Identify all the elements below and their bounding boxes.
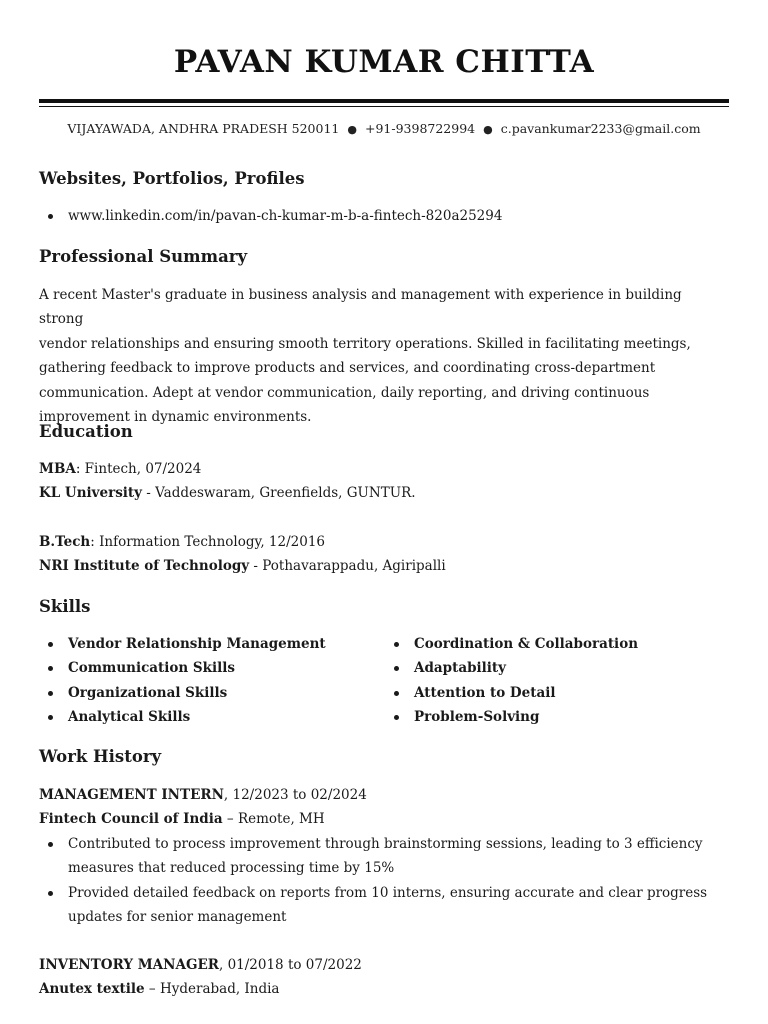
contact-location: VIJAYAWADA, ANDHRA PRADESH 520011	[67, 121, 340, 136]
contact-phone: +91-9398722994	[364, 121, 476, 136]
job-location: – Remote, MH	[222, 811, 325, 828]
header-rule-thin	[39, 106, 729, 107]
job-bullet-line: Provided detailed feedback on reports from 10 interns, ensuring accurate and clear progress	[68, 884, 708, 901]
education-school-line	[39, 554, 446, 578]
education-place: - Pothavarappadu, Agiripalli	[249, 558, 446, 575]
skill-item: Coordination & Collaboration	[385, 632, 638, 656]
job-company-line	[39, 977, 362, 1001]
contact-email[interactable]: c.pavankumar2233@gmail.com	[500, 121, 701, 136]
skill-item: Adaptability	[385, 656, 638, 680]
education-degree: MBA	[39, 461, 76, 477]
candidate-name: PAVAN KUMAR CHITTA	[173, 44, 595, 80]
job-dates: , 01/2018 to 07/2022	[218, 957, 362, 973]
education-degree: B.Tech	[39, 534, 91, 550]
job-location: – Hyderabad, India	[144, 981, 280, 998]
summary-line: improvement in dynamic environments.	[39, 409, 312, 426]
bullet-separator-icon: ●	[347, 123, 357, 136]
education-detail: : Fintech, 07/2024	[75, 461, 202, 477]
section-title-education: Education	[39, 422, 133, 441]
section-title-summary: Professional Summary	[39, 247, 248, 266]
job-bullet-list	[39, 832, 729, 930]
job-bullet-line: updates for senior management	[68, 909, 287, 926]
skill-item: Attention to Detail	[385, 681, 638, 705]
summary-line: communication. Adept at vendor communication, daily reporting, and driving continuous	[39, 384, 650, 401]
education-school: NRI Institute of Technology	[39, 558, 250, 575]
skill-item: Organizational Skills	[39, 681, 326, 705]
summary-line: gathering feedback to improve products and services, and coordinating cross-department	[39, 360, 656, 377]
job-bullet-line: Contributed to process improvement through brainstorming sessions, leading to 3 efficiency	[68, 836, 703, 852]
summary-line: A recent Master's graduate in business analysis and management with experience in building strong	[39, 287, 682, 328]
skills-list-right	[385, 632, 638, 730]
summary-paragraph	[39, 283, 729, 429]
job-entry	[39, 953, 362, 1002]
skill-item: Problem-Solving	[385, 705, 638, 729]
job-bullet	[39, 832, 729, 881]
job-role: INVENTORY MANAGER	[39, 957, 219, 973]
job-company: Anutex textile	[39, 981, 145, 998]
section-title-websites: Websites, Portfolios, Profiles	[39, 169, 305, 188]
job-role: MANAGEMENT INTERN	[39, 787, 224, 803]
job-bullet	[39, 881, 729, 930]
education-entry	[39, 457, 416, 506]
skill-item: Analytical Skills	[39, 705, 326, 729]
website-link[interactable]: www.linkedin.com/in/pavan-ch-kumar-m-b-a-fintech-820a25294	[39, 204, 502, 228]
job-bullet-line: measures that reduced processing time by 15%	[68, 860, 395, 877]
header-rule-thick	[39, 99, 729, 103]
education-place: - Vaddeswaram, Greenfields, GUNTUR.	[142, 485, 416, 502]
job-role-line	[39, 783, 367, 807]
job-dates: , 12/2023 to 02/2024	[223, 787, 367, 803]
education-school-line	[39, 481, 416, 505]
skill-item: Communication Skills	[39, 656, 326, 680]
job-company: Fintech Council of India	[39, 811, 223, 828]
websites-list	[39, 204, 502, 228]
section-title-work-history: Work History	[39, 747, 162, 766]
section-title-skills: Skills	[39, 597, 91, 616]
skills-list-left	[39, 632, 326, 730]
job-role-line	[39, 953, 362, 977]
education-entry	[39, 530, 446, 579]
education-degree-line	[39, 530, 446, 554]
skill-item: Vendor Relationship Management	[39, 632, 326, 656]
education-detail: : Information Technology, 12/2016	[90, 534, 325, 550]
education-school: KL University	[39, 485, 142, 502]
education-degree-line	[39, 457, 416, 481]
summary-line: vendor relationships and ensuring smooth territory operations. Skilled in facilitating meetings,	[39, 335, 691, 352]
bullet-separator-icon: ●	[483, 123, 493, 136]
job-entry	[39, 783, 367, 832]
contact-line	[0, 121, 768, 136]
job-company-line	[39, 807, 367, 831]
